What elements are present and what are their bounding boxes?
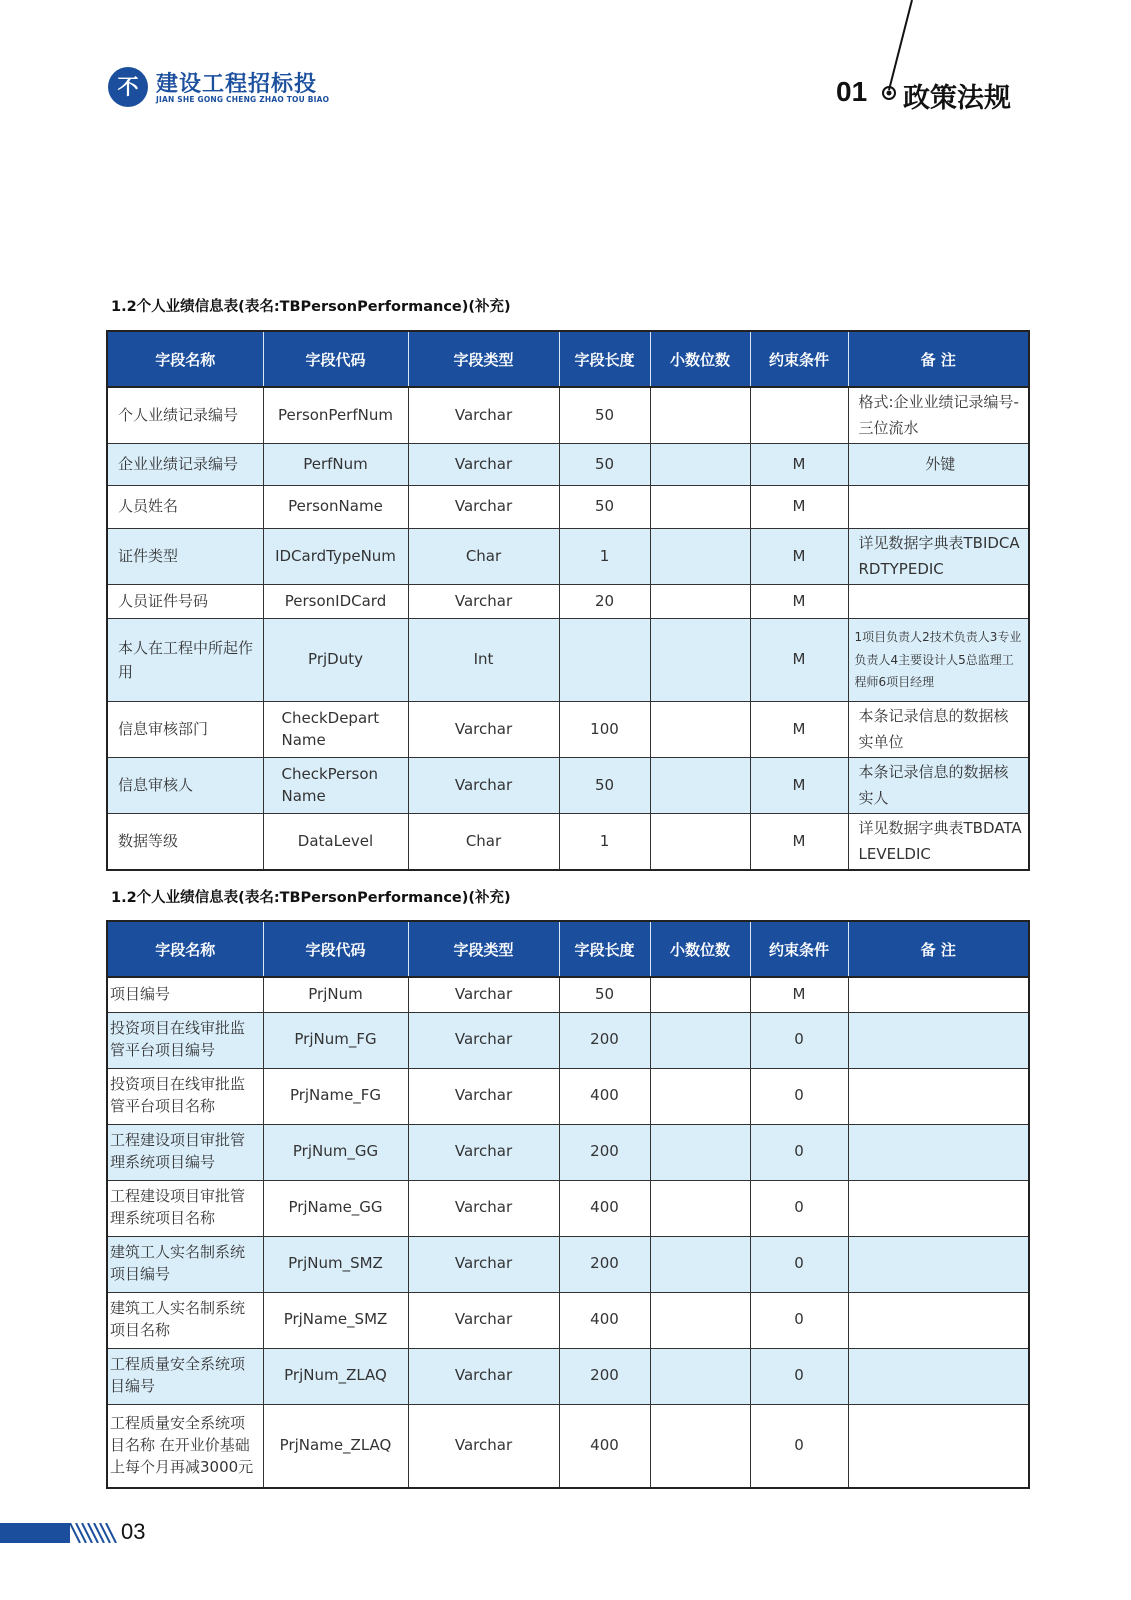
cell-type: Varchar xyxy=(408,702,559,758)
cell-code: PersonPerfNum xyxy=(263,387,408,444)
cell-decimals xyxy=(650,1124,750,1180)
cell-name: 投资项目在线审批监管平台项目名称 xyxy=(107,1068,263,1124)
cell-name: 企业业绩记录编号 xyxy=(107,444,263,486)
header-field-length: 字段长度 xyxy=(559,921,650,977)
cell-length: 50 xyxy=(559,387,650,444)
table-row xyxy=(107,977,1029,1012)
cell-note xyxy=(848,1292,1029,1348)
cell-constraint: 0 xyxy=(750,1404,848,1488)
cell-name: 工程建设项目审批管理系统项目名称 xyxy=(107,1180,263,1236)
table-row xyxy=(107,1068,1029,1124)
cell-decimals xyxy=(650,1068,750,1124)
header-field-code: 字段代码 xyxy=(263,331,408,387)
section-title: 1.2个人业绩信息表(表名:TBPersonPerformance)(补充) xyxy=(111,299,511,315)
brand-name: 建设工程招标投 xyxy=(156,72,318,97)
brand-logo-icon: 不 xyxy=(108,67,148,107)
cell-decimals xyxy=(650,702,750,758)
cell-note: 外键 xyxy=(848,444,1029,486)
cell-constraint: 0 xyxy=(750,1348,848,1404)
cell-note: 1项目负责人2技术负责人3专业负责人4主要设计人5总监理工程师6项目经理 xyxy=(848,619,1029,702)
cell-code: PrjNum_ZLAQ xyxy=(263,1348,408,1404)
cell-length: 1 xyxy=(559,529,650,585)
cell-constraint: 0 xyxy=(750,1012,848,1068)
cell-note xyxy=(848,1068,1029,1124)
cell-note: 详见数据字典表TBDATALEVELDIC xyxy=(848,814,1029,871)
cell-type: Varchar xyxy=(408,1180,559,1236)
cell-decimals xyxy=(650,758,750,814)
cell-name: 信息审核人 xyxy=(107,758,263,814)
cell-constraint: M xyxy=(750,814,848,871)
cell-code: PrjNum_FG xyxy=(263,1012,408,1068)
cell-type: Varchar xyxy=(408,585,559,619)
cell-name: 信息审核部门 xyxy=(107,702,263,758)
cell-length xyxy=(559,619,650,702)
cell-code: PrjNum_GG xyxy=(263,1124,408,1180)
page-number: 03 xyxy=(121,1519,146,1544)
cell-decimals xyxy=(650,977,750,1012)
brand-name-pinyin: JIAN SHE GONG CHENG ZHAO TOU BIAO xyxy=(156,95,330,104)
cell-length: 200 xyxy=(559,1348,650,1404)
cell-decimals xyxy=(650,1180,750,1236)
cell-decimals xyxy=(650,1012,750,1068)
cell-constraint: M xyxy=(750,486,848,529)
cell-constraint: 0 xyxy=(750,1292,848,1348)
table-row xyxy=(107,814,1029,871)
cell-type: Varchar xyxy=(408,1124,559,1180)
header-field-length: 字段长度 xyxy=(559,331,650,387)
cell-name: 本人在工程中所起作用 xyxy=(107,619,263,702)
cell-length: 200 xyxy=(559,1124,650,1180)
cell-type: Varchar xyxy=(408,387,559,444)
cell-name: 个人业绩记录编号 xyxy=(107,387,263,444)
cell-code: PersonName xyxy=(263,486,408,529)
cell-note xyxy=(848,1236,1029,1292)
header-decimals: 小数位数 xyxy=(650,331,750,387)
cell-constraint: M xyxy=(750,529,848,585)
cell-name: 项目编号 xyxy=(107,977,263,1012)
cell-constraint: M xyxy=(750,702,848,758)
cell-constraint: 0 xyxy=(750,1236,848,1292)
cell-type: Varchar xyxy=(408,1348,559,1404)
header-field-name: 字段名称 xyxy=(107,921,263,977)
cell-constraint: 0 xyxy=(750,1180,848,1236)
table-row xyxy=(107,1012,1029,1068)
cell-note xyxy=(848,1348,1029,1404)
cell-length: 400 xyxy=(559,1068,650,1124)
footer-accent-bar xyxy=(0,1523,70,1543)
table-row xyxy=(107,619,1029,702)
cell-name: 人员姓名 xyxy=(107,486,263,529)
cell-code: PrjName_GG xyxy=(263,1180,408,1236)
cell-type: Char xyxy=(408,814,559,871)
cell-name: 证件类型 xyxy=(107,529,263,585)
cell-code: PersonIDCard xyxy=(263,585,408,619)
table-row xyxy=(107,486,1029,529)
cell-constraint: M xyxy=(750,977,848,1012)
cell-code: PrjNum xyxy=(263,977,408,1012)
cell-type: Varchar xyxy=(408,1012,559,1068)
cell-type: Varchar xyxy=(408,1068,559,1124)
cell-code: CheckDepart Name xyxy=(263,702,408,758)
cell-code: PrjNum_SMZ xyxy=(263,1236,408,1292)
cell-decimals xyxy=(650,585,750,619)
cell-length: 50 xyxy=(559,758,650,814)
cell-constraint: M xyxy=(750,444,848,486)
cell-name: 人员证件号码 xyxy=(107,585,263,619)
table-row xyxy=(107,387,1029,444)
cell-type: Int xyxy=(408,619,559,702)
cell-constraint: 0 xyxy=(750,1124,848,1180)
cell-note: 格式:企业业绩记录编号-三位流水 xyxy=(848,387,1029,444)
header-note: 备 注 xyxy=(848,921,1029,977)
cell-length: 1 xyxy=(559,814,650,871)
cell-code: PrjDuty xyxy=(263,619,408,702)
cell-decimals xyxy=(650,814,750,871)
table-row xyxy=(107,758,1029,814)
cell-code: CheckPerson Name xyxy=(263,758,408,814)
cell-note xyxy=(848,1012,1029,1068)
table-header-row xyxy=(107,331,1029,387)
cell-decimals xyxy=(650,444,750,486)
cell-length: 200 xyxy=(559,1236,650,1292)
cell-code: PrjName_ZLAQ xyxy=(263,1404,408,1488)
cell-decimals xyxy=(650,1348,750,1404)
header-field-name: 字段名称 xyxy=(107,331,263,387)
cell-decimals xyxy=(650,486,750,529)
cell-code: IDCardTypeNum xyxy=(263,529,408,585)
cell-code: DataLevel xyxy=(263,814,408,871)
cell-note xyxy=(848,1404,1029,1488)
table-header-row xyxy=(107,921,1029,977)
cell-type: Varchar xyxy=(408,444,559,486)
cell-length: 400 xyxy=(559,1404,650,1488)
cell-note: 详见数据字典表TBIDCARDTYPEDIC xyxy=(848,529,1029,585)
cell-constraint: M xyxy=(750,585,848,619)
cell-name: 建筑工人实名制系统项目编号 xyxy=(107,1236,263,1292)
cell-decimals xyxy=(650,529,750,585)
table-row xyxy=(107,1236,1029,1292)
header-field-code: 字段代码 xyxy=(263,921,408,977)
footer-stripes-decoration xyxy=(68,1523,118,1543)
section-title: 1.2个人业绩信息表(表名:TBPersonPerformance)(补充) xyxy=(111,890,511,906)
cell-decimals xyxy=(650,1292,750,1348)
cell-name: 建筑工人实名制系统项目名称 xyxy=(107,1292,263,1348)
header-decimals: 小数位数 xyxy=(650,921,750,977)
table-row xyxy=(107,1404,1029,1488)
cell-length: 50 xyxy=(559,444,650,486)
cell-name: 工程质量安全系统项目名称 在开业价基础上每个月再减3000元 xyxy=(107,1404,263,1488)
cell-decimals xyxy=(650,1236,750,1292)
table-row xyxy=(107,529,1029,585)
cell-decimals xyxy=(650,619,750,702)
cell-constraint: 0 xyxy=(750,1068,848,1124)
cell-code: PrjName_SMZ xyxy=(263,1292,408,1348)
cell-constraint xyxy=(750,387,848,444)
table-row xyxy=(107,1292,1029,1348)
cell-type: Varchar xyxy=(408,1292,559,1348)
cell-code: PerfNum xyxy=(263,444,408,486)
header-field-type: 字段类型 xyxy=(408,331,559,387)
cell-note xyxy=(848,486,1029,529)
cell-length: 100 xyxy=(559,702,650,758)
chapter-title: 政策法规 xyxy=(903,83,1011,114)
header-constraint: 约束条件 xyxy=(750,331,848,387)
cell-decimals xyxy=(650,387,750,444)
cell-type: Varchar xyxy=(408,977,559,1012)
table-row xyxy=(107,1348,1029,1404)
field-spec-table xyxy=(106,330,1030,871)
cell-decimals xyxy=(650,1404,750,1488)
cell-length: 50 xyxy=(559,486,650,529)
cell-length: 400 xyxy=(559,1292,650,1348)
table-row xyxy=(107,444,1029,486)
cell-note xyxy=(848,1124,1029,1180)
cell-type: Varchar xyxy=(408,758,559,814)
chapter-number: 01 xyxy=(836,76,868,107)
cell-length: 50 xyxy=(559,977,650,1012)
cell-note xyxy=(848,977,1029,1012)
cell-name: 投资项目在线审批监管平台项目编号 xyxy=(107,1012,263,1068)
cell-note xyxy=(848,1180,1029,1236)
cell-code: PrjName_FG xyxy=(263,1068,408,1124)
cell-note xyxy=(848,585,1029,619)
header-field-type: 字段类型 xyxy=(408,921,559,977)
cell-type: Varchar xyxy=(408,1236,559,1292)
header-note: 备 注 xyxy=(848,331,1029,387)
table-row xyxy=(107,1124,1029,1180)
header-constraint: 约束条件 xyxy=(750,921,848,977)
cell-name: 工程质量安全系统项目编号 xyxy=(107,1348,263,1404)
cell-note: 本条记录信息的数据核实人 xyxy=(848,758,1029,814)
cell-length: 20 xyxy=(559,585,650,619)
cell-length: 200 xyxy=(559,1012,650,1068)
cell-note: 本条记录信息的数据核实单位 xyxy=(848,702,1029,758)
cell-name: 工程建设项目审批管理系统项目编号 xyxy=(107,1124,263,1180)
table-row xyxy=(107,585,1029,619)
field-spec-table xyxy=(106,920,1030,1489)
table-row xyxy=(107,1180,1029,1236)
cell-name: 数据等级 xyxy=(107,814,263,871)
cell-type: Varchar xyxy=(408,486,559,529)
cell-constraint: M xyxy=(750,758,848,814)
table-row xyxy=(107,702,1029,758)
cell-constraint: M xyxy=(750,619,848,702)
cell-type: Varchar xyxy=(408,1404,559,1488)
cell-type: Char xyxy=(408,529,559,585)
cell-length: 400 xyxy=(559,1180,650,1236)
